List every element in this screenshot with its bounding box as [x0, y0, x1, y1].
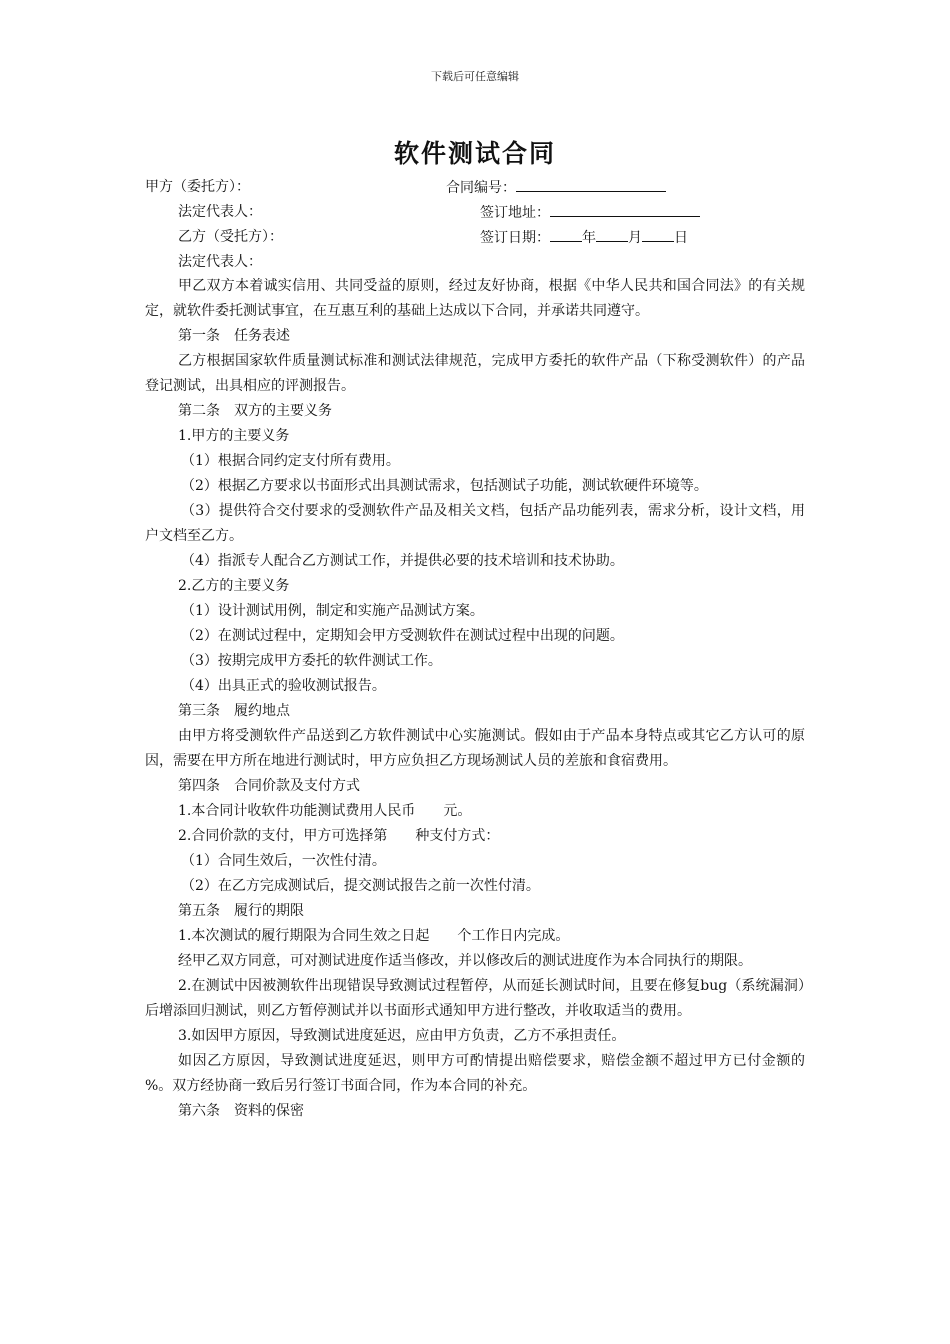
sign-date-label: 签订日期： [480, 230, 550, 246]
month-blank [596, 227, 628, 242]
body-paragraph: 如因乙方原因，导致测试进度延迟，则甲方可酌情提出赔偿要求，赔偿金额不超过甲方已付金额的 %。双方经协商一致后另行签订书面合同，作为本合同的补充。 [145, 1053, 833, 1094]
body-paragraph: 2.在测试中因被测软件出现错误导致测试过程暂停，从而延长测试时间，且要在修复bug（系统漏洞）后增添回归测试，则乙方暂停测试并以书面形式通知甲方进行整改，并收取适当的费用。 [145, 978, 805, 1019]
body-paragraph: 1.本次测试的履行期限为合同生效之日起 个工作日内完成。 [178, 928, 570, 944]
contract-body [145, 274, 833, 1124]
article-heading: 第三条 履约地点 [178, 703, 290, 719]
party-a-rep-label: 法定代表人： [178, 204, 262, 220]
contract-number-field [446, 177, 666, 198]
article-heading: 第六条 资料的保密 [178, 1103, 304, 1119]
list-item: （4）指派专人配合乙方测试工作，并提供必要的技术培训和技术协助。 [181, 553, 624, 569]
sign-date-field [480, 227, 688, 248]
clause-heading: 2.乙方的主要义务 [178, 578, 290, 594]
party-b-label: 乙方（受托方）： [178, 229, 283, 245]
list-item: （1）根据合同约定支付所有费用。 [181, 453, 400, 469]
clause-heading: 1.甲方的主要义务 [178, 428, 290, 444]
body-paragraph: 乙方根据国家软件质量测试标准和测试法律规范，完成甲方委托的软件产品（下称受测软件）的产品登记测试，出具相应的评测报告。 [145, 353, 805, 394]
article-heading: 第五条 履行的期限 [178, 903, 304, 919]
sign-place-label: 签订地址： [480, 205, 550, 221]
list-item: （1）合同生效后，一次性付清。 [181, 853, 386, 869]
list-item: （3）按期完成甲方委托的软件测试工作。 [181, 653, 442, 669]
body-paragraph: 3.如因甲方原因，导致测试进度延迟，应由甲方负责，乙方不承担责任。 [178, 1028, 626, 1044]
day-blank [642, 227, 674, 242]
body-paragraph: 经甲乙双方同意，可对测试进度作适当修改，并以修改后的测试进度作为本合同执行的期限。 [178, 953, 752, 969]
article-heading: 第一条 任务表述 [178, 328, 290, 344]
sign-place-field [480, 202, 700, 223]
body-paragraph: 1.本合同计收软件功能测试费用人民币 元。 [178, 803, 472, 819]
list-item: （3）提供符合交付要求的受测软件产品及相关文档，包括产品功能列表，需求分析，设计文档，用户文档至乙方。 [145, 503, 805, 544]
body-paragraph: 2.合同价款的支付，甲方可选择第 种支付方式： [178, 828, 500, 844]
list-item: （4）出具正式的验收测试报告。 [181, 678, 386, 694]
contract-number-blank [516, 177, 666, 192]
sign-place-blank [550, 202, 700, 217]
list-item: （2）在测试过程中，定期知会甲方受测软件在测试过程中出现的问题。 [181, 628, 624, 644]
year-label: 年 [582, 230, 596, 246]
preamble-paragraph: 甲乙双方本着诚实信用、共同受益的原则，经过友好协商，根据《中华人民共和国合同法》的有关规定，就软件委托测试事宜，在互惠互利的基础上达成以下合同，并承诺共同遵守。 [145, 278, 805, 319]
month-label: 月 [628, 230, 642, 246]
header-note: 下载后可任意编辑 [431, 70, 519, 83]
body-paragraph: 由甲方将受测软件产品送到乙方软件测试中心实施测试。假如由于产品本身特点或其它乙方认可的原因，需要在甲方所在地进行测试时，甲方应负担乙方现场测试人员的差旅和食宿费用。 [145, 728, 805, 769]
party-a-label: 甲方（委托方）： [145, 179, 250, 195]
list-item: （2）在乙方完成测试后，提交测试报告之前一次性付清。 [181, 878, 540, 894]
article-heading: 第二条 双方的主要义务 [178, 403, 332, 419]
document-title: 软件测试合同 [393, 139, 556, 168]
party-b-rep-label: 法定代表人： [178, 254, 262, 270]
list-item: （1）设计测试用例，制定和实施产品测试方案。 [181, 603, 484, 619]
day-label: 日 [674, 230, 688, 246]
contract-number-label: 合同编号： [446, 180, 516, 196]
list-item: （2）根据乙方要求以书面形式出具测试需求，包括测试子功能，测试软硬件环境等。 [181, 478, 708, 494]
article-heading: 第四条 合同价款及支付方式 [178, 778, 360, 794]
year-blank [550, 227, 582, 242]
